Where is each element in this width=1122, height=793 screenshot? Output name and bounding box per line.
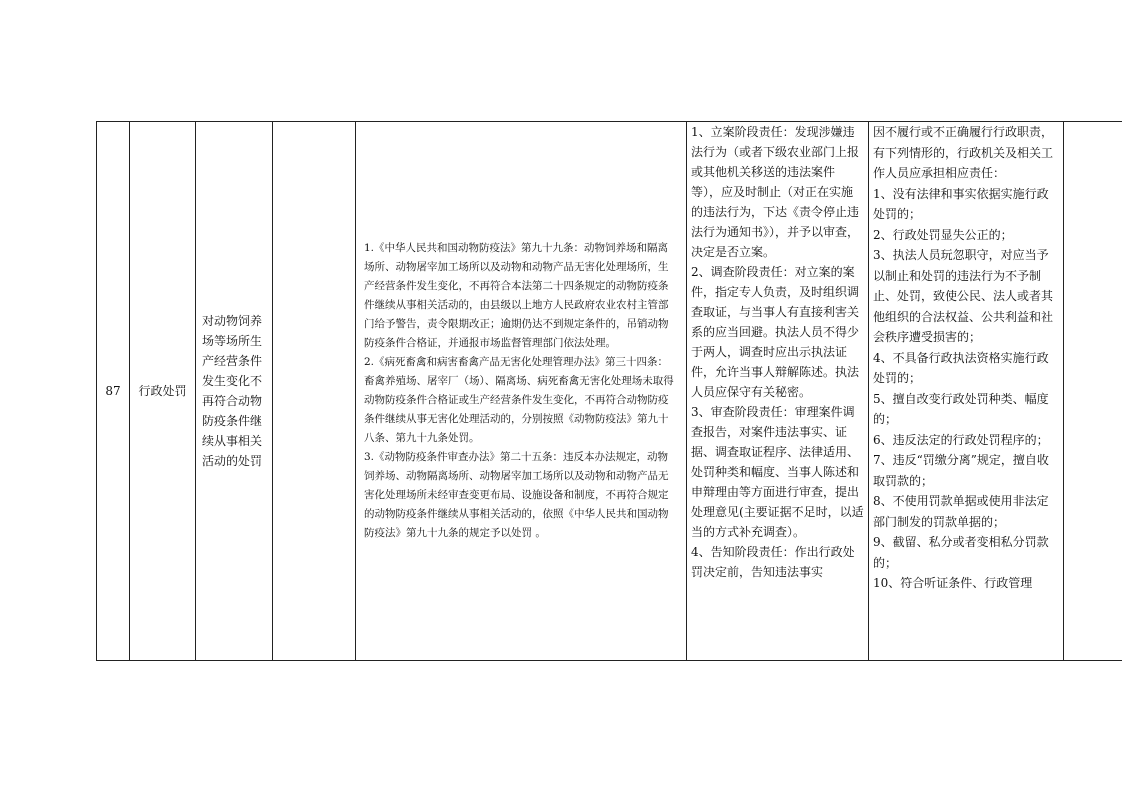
liability-item: 5、擅自改变行政处罚种类、幅度的； xyxy=(873,391,1049,426)
record-table xyxy=(96,121,1122,661)
remarks-cell xyxy=(1064,122,1122,661)
liability-item: 因不履行或不正确履行行政职责，有下列情形的，行政机关及相关工作人员应承担相应责任： xyxy=(873,125,1054,180)
power-category: 行政处罚 xyxy=(130,122,196,661)
row-number: 87 xyxy=(97,122,130,661)
responsibility-item: 2、调查阶段责任：对立案的案件，指定专人负责，及时组织调查取证，与当事人有直接利害关系的应当回避。执法人员不得少于两人，调查时应出示执法证件，允许当事人辩解陈述。执法人员应保守有关秘密。 xyxy=(691,265,860,399)
legal-basis-clause: 2.《病死畜禽和病害畜禽产品无害化处理管理办法》第三十四条：畜禽养殖场、屠宰厂（场）、隔离场、病死畜禽无害化处理场未取得动物防疫条件合格证或生产经营条件发生变化，不再符合动物防疫条件继续从事无害化处理活动的，分别按照《动物防疫法》第九十八条、第九十九条处罚。 xyxy=(364,356,674,444)
responsibility-items xyxy=(687,122,869,661)
legal-basis-clause: 3.《动物防疫条件审查办法》第二十五条：违反本办法规定，动物饲养场、动物隔离场所、动物屠宰加工场所以及动物和动物产品无害化处理场所未经审查变更布局、设施设备和制度，不再符合规定的动物防疫条件继续从事相关活动的，依照《中华人民共和国动物防疫法》第九十九条的规定予以处罚 。 xyxy=(364,451,669,539)
liability-item: 2、行政处罚显失公正的； xyxy=(873,227,1013,242)
liability-item: 9、截留、私分或者变相私分罚款的； xyxy=(873,535,1049,570)
liability-item: 10、符合听证条件、行政管理 xyxy=(873,576,1033,590)
legal-basis-clause: 1.《中华人民共和国动物防疫法》第九十九条：动物饲养场和隔离场所、动物屠宰加工场所以及动物和动物产品无害化处理场所，生产经营条件发生变化，不再符合本法第二十四条规定的动物防疫条件继续从事相关活动的，由县级以上地方人民政府农业农村主管部门给予警告，责令限期改正；逾期仍达不到规定条件的，吊销动物防疫条件合格证，并通报市场监督管理部门依法处理。 xyxy=(364,242,669,349)
empty-cell xyxy=(273,122,356,661)
responsibility-item: 1、立案阶段责任：发现涉嫌违法行为（或者下级农业部门上报或其他机关移送的违法案件等），应及时制止（对正在实施的违法行为，下达《责令停止违法行为通知书》），并予以审查，决定是否立案。 xyxy=(691,125,860,259)
liability-item: 7、违反“罚缴分离”规定，擅自收取罚款的； xyxy=(873,453,1049,488)
responsibility-item: 4、告知阶段责任：作出行政处罚决定前，告知违法事实 xyxy=(691,545,855,579)
liability-item: 1、没有法律和事实依据实施行政处罚的； xyxy=(873,186,1049,221)
responsibility-item: 3、审查阶段责任：审理案件调查报告，对案件违法事实、证据、调查取证程序、法律适用、处罚种类和幅度、当事人陈述和申辩理由等方面进行审查，提出处理意见(主要证据不足时，以适当的方式补充调查）。 xyxy=(691,405,864,539)
liability-item: 4、不具备行政执法资格实施行政处罚的； xyxy=(873,350,1049,385)
liability-item: 6、违反法定的行政处罚程序的； xyxy=(873,432,1049,447)
liability-item: 3、执法人员玩忽职守，对应当予以制止和处罚的违法行为不予制止、处罚，致使公民、法人或者其他组织的合法权益、公共利益和社会秩序遭受损害的； xyxy=(873,248,1054,344)
liability-item: 8、不使用罚款单据或使用非法定部门制发的罚款单据的； xyxy=(873,494,1049,529)
item-name: 对动物饲养场等场所生产经营条件发生变化不再符合动物防疫条件继续从事相关活动的处罚 xyxy=(196,122,273,661)
table-row xyxy=(97,122,1122,661)
legal-basis xyxy=(356,122,687,661)
liability-items xyxy=(869,122,1064,661)
